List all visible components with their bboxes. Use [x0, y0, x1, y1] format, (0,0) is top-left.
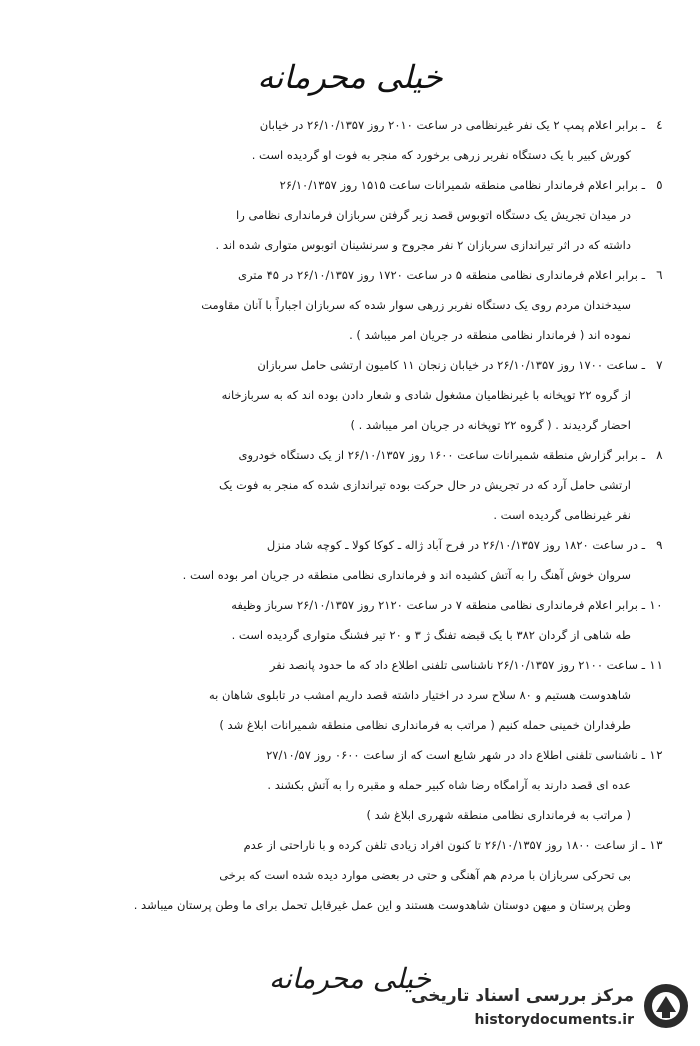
report-item-line: در میدان تجریش یک دستگاه اتوبوس قصد زیر گرفتن سربازان فرمانداری نظامی را	[236, 208, 631, 222]
report-item-line: احضار گردیدند . ( گروه ۲۲ توپخانه در جریان امر میباشد . )	[350, 418, 631, 432]
report-item-line: طرفداران خمینی حمله کنیم ( مراتب به فرمانداری نظامی منطقه شمیرانات ابلاغ شد )	[219, 718, 631, 732]
report-item-line: ـ در ساعت ۱۸۲۰ روز ۲۶/۱۰/۱۳۵۷ در فرح آباد ژاله ـ کوکا کولا ـ کوچه شاد منزل	[266, 538, 645, 552]
report-item-line: سیدخندان مردم روی یک دستگاه نفربر زرهی سوار شده که سربازان اجباراً با آنان مقاومت	[201, 298, 631, 312]
report-item-number: ١٣	[648, 838, 663, 852]
report-item-line: طه شاهی از گردان ۳۸۲ با یک قبضه تفنگ ژ ۳ و ۲۰ تیر فشنگ متواری گردیده است .	[231, 628, 631, 642]
classification-text-top: خیلی محرمانه	[257, 58, 443, 96]
watermark	[390, 982, 690, 1038]
report-item-line: ـ برابر اعلام فرمانداری نظامی منطقه ۷ در ساعت ۲۱۲۰ روز ۲۶/۱۰/۱۳۵۷ سرباز وظیفه	[231, 598, 645, 612]
report-item-number: ٩	[655, 538, 663, 552]
report-item-line: ـ ساعت ۱۷۰۰ روز ۲۶/۱۰/۱۳۵۷ در خیابان زنجان ۱۱ کامیون ارتشی حامل سربازان	[257, 358, 645, 372]
report-item-number: ٤	[655, 118, 663, 132]
report-item-line: ارتشی حامل آرد که در تجریش در حال حرکت بوده تیراندازی شده که منجر به فوت یک	[219, 478, 631, 492]
report-item	[80, 830, 663, 920]
report-item-line: بی تحرکی سربازان با مردم هم آهنگی و حتی در بعضی موارد دیده شده است که برخی	[219, 868, 631, 882]
report-item	[80, 110, 663, 170]
report-item-line: ـ برابر اعلام فرماندار نظامی منطقه شمیرانات ساعت ۱۵۱۵ روز ۲۶/۱۰/۱۳۵۷	[279, 178, 645, 192]
report-item-line: عده ای قصد دارند به آرامگاه رضا شاه کبیر حمله و مقبره را به آتش بکشند .	[267, 778, 631, 792]
report-item-number: ١٢	[648, 748, 663, 762]
watermark-url: historydocuments.ir	[474, 1012, 634, 1028]
report-item	[80, 530, 663, 590]
report-item	[80, 740, 663, 830]
report-item	[80, 650, 663, 740]
watermark-title: مرکز بررسی اسناد تاریخی	[411, 986, 634, 1006]
report-item-number: ٥	[655, 178, 663, 192]
report-item-line: ـ ناشناسی تلفنی اطلاع داد در شهر شایع است که از ساعت ۰۶۰۰ روز ۲۷/۱۰/۵۷	[266, 748, 645, 762]
report-item	[80, 260, 663, 350]
report-item-line: ـ برابر اعلام فرمانداری نظامی منطقه ۵ در ساعت ۱۷۲۰ روز ۲۶/۱۰/۱۳۵۷ در ۴۵ متری	[237, 268, 645, 282]
report-item-line: ـ از ساعت ۱۸۰۰ روز ۲۶/۱۰/۱۳۵۷ تا کنون افراد زیادی تلفن کرده و با ناراحتی از عدم	[243, 838, 645, 852]
report-item	[80, 440, 663, 530]
report-item-line: نموده اند ( فرماندار نظامی منطقه در جریان امر میباشد ) .	[349, 328, 631, 342]
report-item	[80, 170, 663, 260]
report-item-line: ( مراتب به فرمانداری نظامی منطقه شهرری ابلاغ شد )	[366, 808, 631, 822]
report-item-line: ـ برابر اعلام پمپ ۲ یک نفر غیرنظامی در ساعت ۲۰۱۰ روز ۲۶/۱۰/۱۳۵۷ در خیابان	[259, 118, 645, 132]
report-item-line: ـ برابر گزارش منطقه شمیرانات ساعت ۱۶۰۰ روز ۲۶/۱۰/۱۳۵۷ از یک دستگاه خودروی	[238, 448, 645, 462]
report-item-number: ٨	[655, 448, 663, 462]
report-item-line: از گروه ۲۲ توپخانه با غیرنظامیان مشغول شادی و شعار دادن بوده اند که به سربازخانه	[221, 388, 631, 402]
classification-stamp-top	[0, 58, 700, 96]
report-item-number: ١١	[648, 658, 663, 672]
report-item	[80, 590, 663, 650]
report-item-line: سروان خوش آهنگ را به آتش کشیده اند و فرمانداری نظامی منطقه در جریان امر بوده است .	[182, 568, 631, 582]
report-item-line: نفر غیرنظامی گردیده است .	[493, 508, 631, 522]
report-item-line: شاهدوست هستیم و ۸۰ سلاح سرد در اختیار داشته قصد داریم امشب در تابلوی شاهان به	[209, 688, 631, 702]
report-item-line: کورش کبیر با یک دستگاه نفربر زرهی برخورد که منجر به فوت او گردیده است .	[251, 148, 631, 162]
report-item-number: ١٠	[648, 598, 663, 612]
document-body	[80, 110, 663, 920]
report-item-line: وطن پرستان و میهن دوستان شاهدوست هستند و این عمل غیرقابل تحمل برای ما وطن پرستان میباشد .	[133, 898, 631, 912]
report-item-number: ٦	[655, 268, 663, 282]
report-item	[80, 350, 663, 440]
classification-text-bottom: خیلی محرمانه	[268, 962, 432, 995]
report-item-line: داشته که در اثر تیراندازی سربازان ۲ نفر مجروح و سرنشینان اتوبوس متواری شده اند .	[215, 238, 631, 252]
archive-logo-icon	[642, 982, 690, 1030]
report-item-number: ٧	[655, 358, 663, 372]
report-item-line: ـ ساعت ۲۱۰۰ روز ۲۶/۱۰/۱۳۵۷ ناشناسی تلفنی اطلاع داد که ما حدود پانصد نفر	[269, 658, 645, 672]
